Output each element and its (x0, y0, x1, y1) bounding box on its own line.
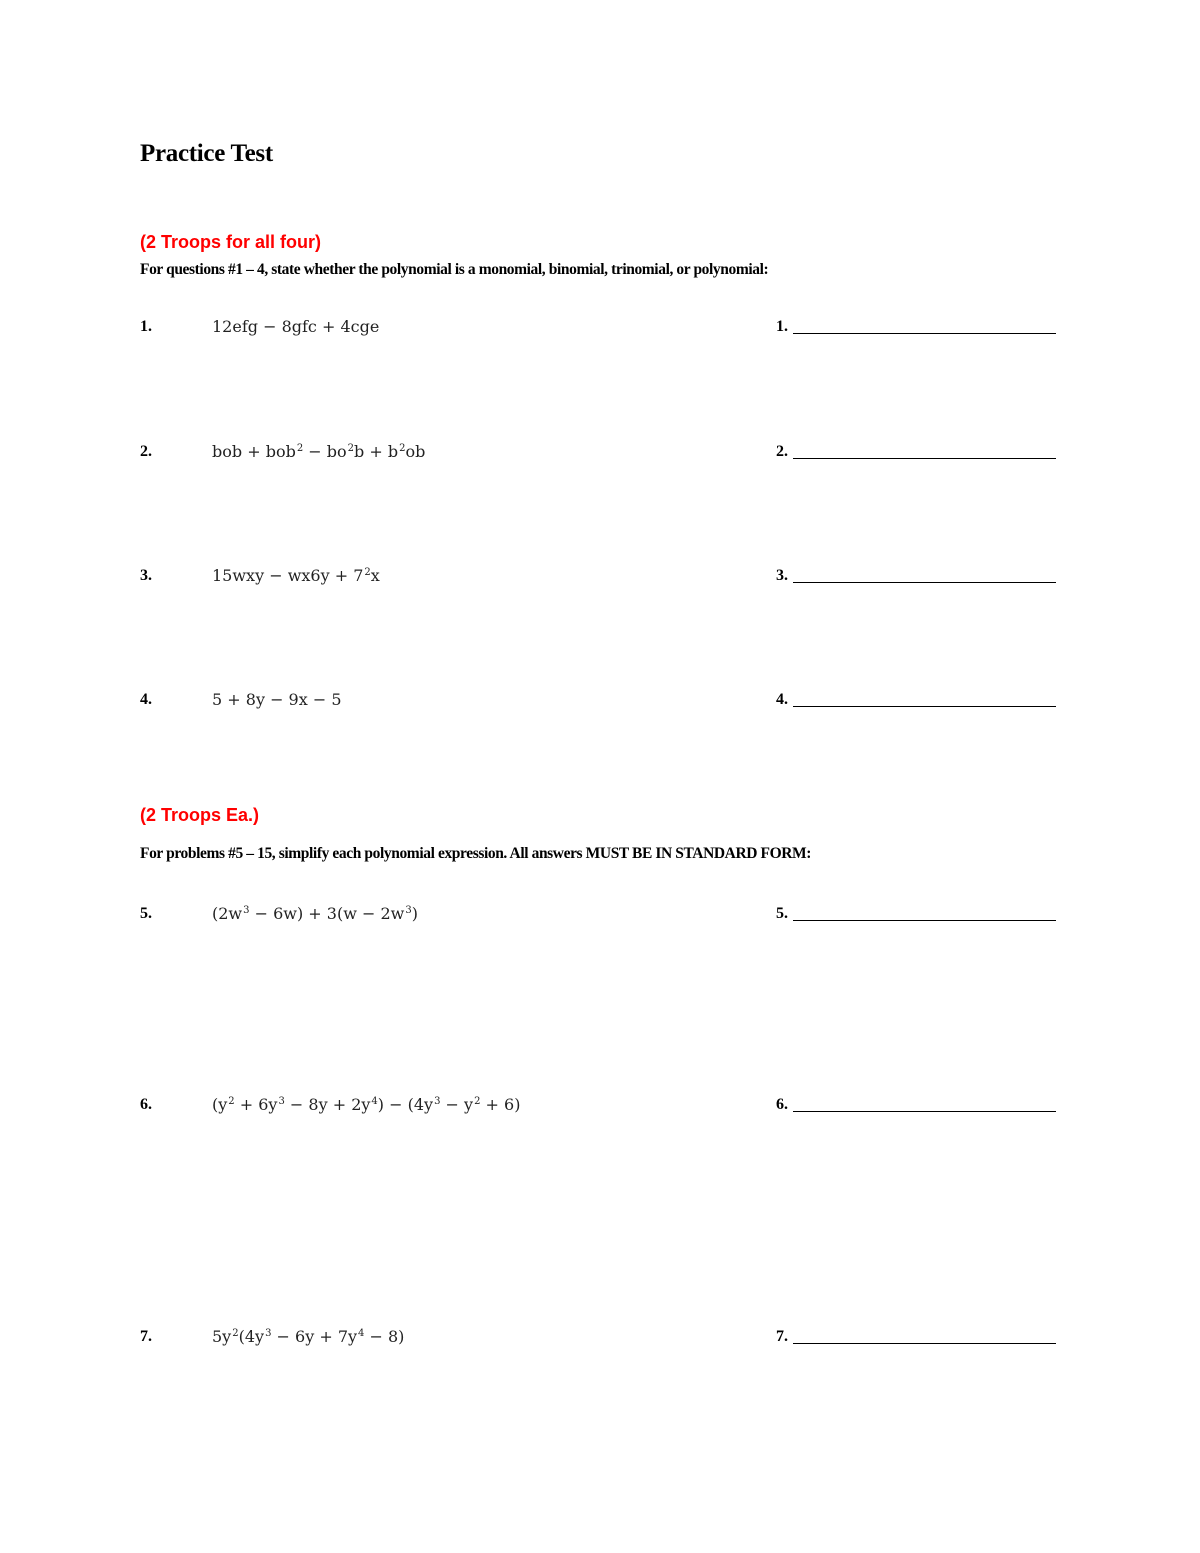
answer-number: 1. (776, 318, 788, 335)
question-number: 1. (140, 318, 152, 335)
question-expression: $(y^2 + 6y^3 - 8y + 2y^4) - (4y^3 - y^2 + 6)$ (212, 1095, 521, 1114)
answer-blank[interactable] (793, 458, 1056, 459)
answer-number: 4. (776, 691, 788, 708)
answer-blank[interactable] (793, 920, 1056, 921)
answer-blank[interactable] (793, 1343, 1056, 1344)
answer-number: 5. (776, 905, 788, 922)
answer-number: 2. (776, 443, 788, 460)
question-expression: $(2w^3 - 6w) + 3(w - 2w^3)$ (212, 904, 418, 923)
section-points-label: (2 Troops Ea.) (140, 805, 260, 825)
answer-blank[interactable] (793, 706, 1056, 707)
answer-number: 6. (776, 1096, 788, 1113)
question-number: 2. (140, 443, 152, 460)
question-expression: $15wxy - wx6y + 7^2x$ (212, 566, 380, 585)
section-instructions: For problems #5 – 15, simplify each polynomial expression. All answers MUST BE IN STANDARD FORM: (140, 845, 812, 862)
question-expression: 12efg − 8gfc + 4cge (212, 317, 380, 336)
question-expression: bob + $bob^2 - bo^2b + b^2ob$ (212, 442, 426, 461)
question-number: 7. (140, 1328, 152, 1345)
answer-number: 7. (776, 1328, 788, 1345)
page-title: Practice Test (140, 140, 273, 167)
question-number: 6. (140, 1096, 152, 1113)
question-expression: 5 + 8y − 9x − 5 (212, 690, 342, 709)
section-points-label: (2 Troops for all four) (140, 232, 322, 252)
answer-blank[interactable] (793, 1111, 1056, 1112)
section-instructions: For questions #1 – 4, state whether the polynomial is a monomial, binomial, trinomial, or polynomial: (140, 261, 769, 278)
answer-blank[interactable] (793, 333, 1056, 334)
question-number: 4. (140, 691, 152, 708)
question-expression: $5y^2(4y^3 - 6y + 7y^4 - 8)$ (212, 1327, 405, 1346)
question-number: 3. (140, 567, 152, 584)
answer-blank[interactable] (793, 582, 1056, 583)
answer-number: 3. (776, 567, 788, 584)
question-number: 5. (140, 905, 152, 922)
